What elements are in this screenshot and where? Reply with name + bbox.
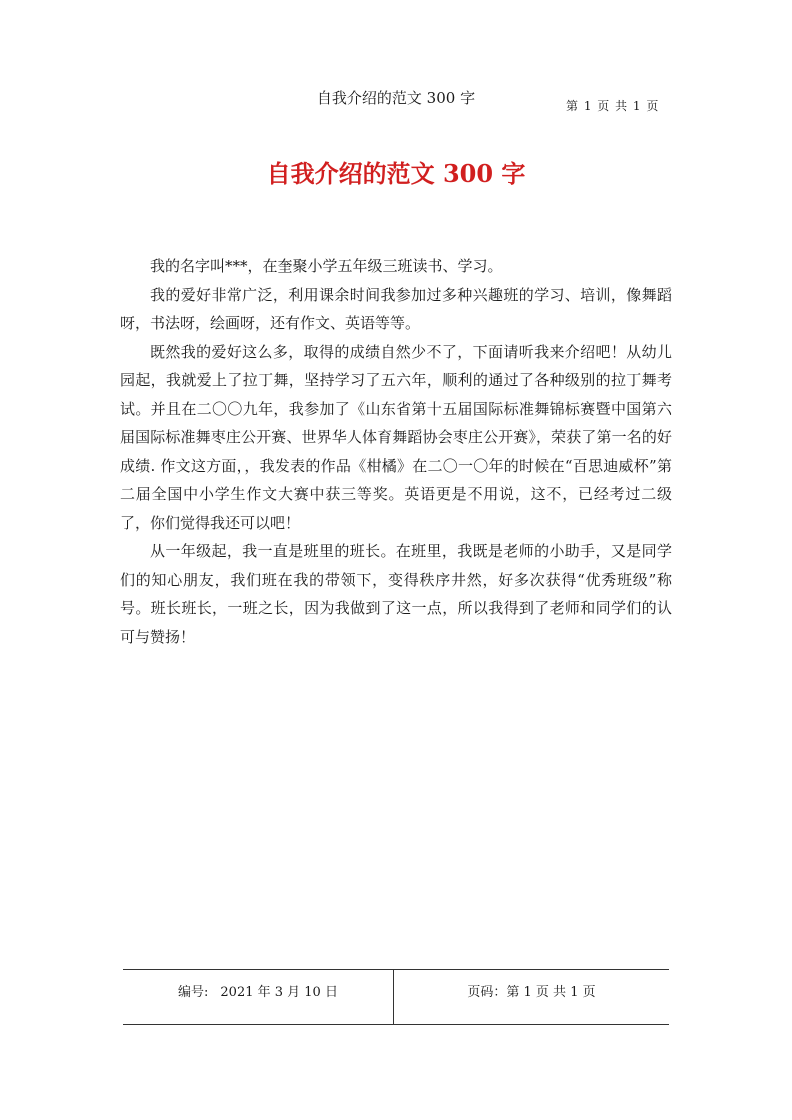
paragraph-2: 我的爱好非常广泛，利用课余时间我参加过多种兴趣班的学习、培训，像舞蹈呀，书法呀，绘画呀，还有作文、英语等等。: [120, 285, 672, 332]
footer-page-code: 页码：第 1 页 共 1 页: [467, 985, 596, 1000]
document-title: 自我介绍的范文 300 字: [266, 159, 526, 188]
footer-date: 2021 年 3 月 10 日: [220, 985, 338, 1000]
footer-number-label: 编号:: [178, 985, 209, 1000]
footer-number-cell: [123, 984, 393, 1002]
header-page-info: 第 1 页 共 1 页: [566, 99, 660, 113]
header-title: 自我介绍的范文 300 字: [316, 89, 476, 107]
paragraph-3: 既然我的爱好这么多，取得的成绩自然少不了，下面请听我来介绍吧！从幼儿园起，我就爱上了拉丁舞，坚持学习了五六年，顺利的通过了各种级别的拉丁舞考试。并且在二〇〇九年，我参加了《山东省第十五届国际标准舞锦标赛暨中国第六届国际标准舞枣庄公开赛、世界华人体育舞蹈协会枣庄公开赛》，荣获了第一名的好成绩. 作文这方面，，我发表的作品《柑橘》在二〇一〇年的时候在“百思迪威杯”第二届全国中小学生作文大赛中获三等奖。英语更是不用说，这不，已经考过二级了，你们觉得我还可以吧！: [120, 342, 672, 532]
paragraph-1: 我的名字叫***，在奎聚小学五年级三班读书、学习。: [150, 257, 503, 275]
paragraph-4: 从一年级起，我一直是班里的班长。在班里，我既是老师的小助手，又是同学们的知心朋友，我们班在我的带领下，变得秩序井然，好多次获得“优秀班级”称号。班长班长，一班之长，因为我做到了这一点，所以我得到了老师和同学们的认可与赞扬！: [120, 542, 672, 646]
document-body: [120, 252, 672, 651]
footer-table: [123, 969, 669, 1025]
